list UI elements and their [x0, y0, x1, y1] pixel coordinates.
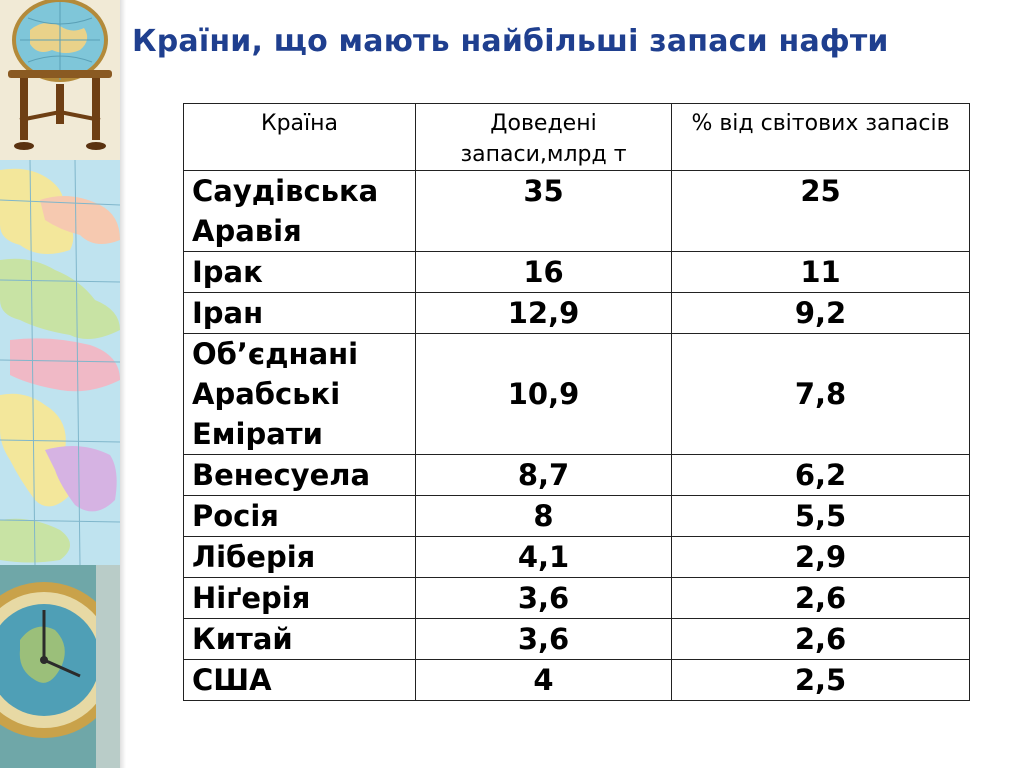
share-cell: 2,6	[672, 578, 970, 619]
country-cell: Китай	[184, 619, 416, 660]
share-cell: 7,8	[672, 334, 970, 455]
share-cell: 2,5	[672, 660, 970, 701]
reserves-cell: 3,6	[416, 619, 672, 660]
country-cell: Об’єднані Арабські Емірати	[184, 334, 416, 455]
table-row	[184, 537, 970, 578]
share-cell: 25	[672, 171, 970, 252]
table-row	[184, 455, 970, 496]
reserves-cell: 35	[416, 171, 672, 252]
page-title: Країни, що мають найбільші запаси нафти	[132, 24, 889, 59]
share-cell: 2,6	[672, 619, 970, 660]
country-cell: Ніґерія	[184, 578, 416, 619]
header-proven-reserves: Доведені запаси,млрд т	[416, 104, 672, 171]
share-cell: 11	[672, 252, 970, 293]
country-cell: Росія	[184, 496, 416, 537]
reserves-cell: 4	[416, 660, 672, 701]
side-divider	[120, 0, 126, 768]
country-cell: США	[184, 660, 416, 701]
header-world-share: % від світових запасів	[672, 104, 970, 171]
globe-image	[0, 0, 120, 160]
share-cell: 9,2	[672, 293, 970, 334]
country-cell: Венесуела	[184, 455, 416, 496]
share-cell: 5,5	[672, 496, 970, 537]
reserves-cell: 4,1	[416, 537, 672, 578]
reserves-cell: 12,9	[416, 293, 672, 334]
reserves-cell: 10,9	[416, 334, 672, 455]
share-cell: 2,9	[672, 537, 970, 578]
table-row	[184, 171, 970, 252]
table-row	[184, 252, 970, 293]
table-row	[184, 293, 970, 334]
country-cell: Іран	[184, 293, 416, 334]
clock-image	[0, 565, 120, 768]
country-cell: Саудівська Аравія	[184, 171, 416, 252]
reserves-cell: 8	[416, 496, 672, 537]
header-country: Країна	[184, 104, 416, 171]
country-cell: Ірак	[184, 252, 416, 293]
map-image	[0, 160, 120, 565]
side-decoration	[0, 0, 120, 768]
table-row	[184, 578, 970, 619]
share-cell: 6,2	[672, 455, 970, 496]
country-cell: Ліберія	[184, 537, 416, 578]
reserves-cell: 3,6	[416, 578, 672, 619]
table-row	[184, 334, 970, 455]
reserves-cell: 8,7	[416, 455, 672, 496]
table-row	[184, 496, 970, 537]
oil-reserves-table	[183, 103, 970, 701]
table-row	[184, 619, 970, 660]
table-header-row	[184, 104, 970, 171]
reserves-cell: 16	[416, 252, 672, 293]
table-row	[184, 660, 970, 701]
